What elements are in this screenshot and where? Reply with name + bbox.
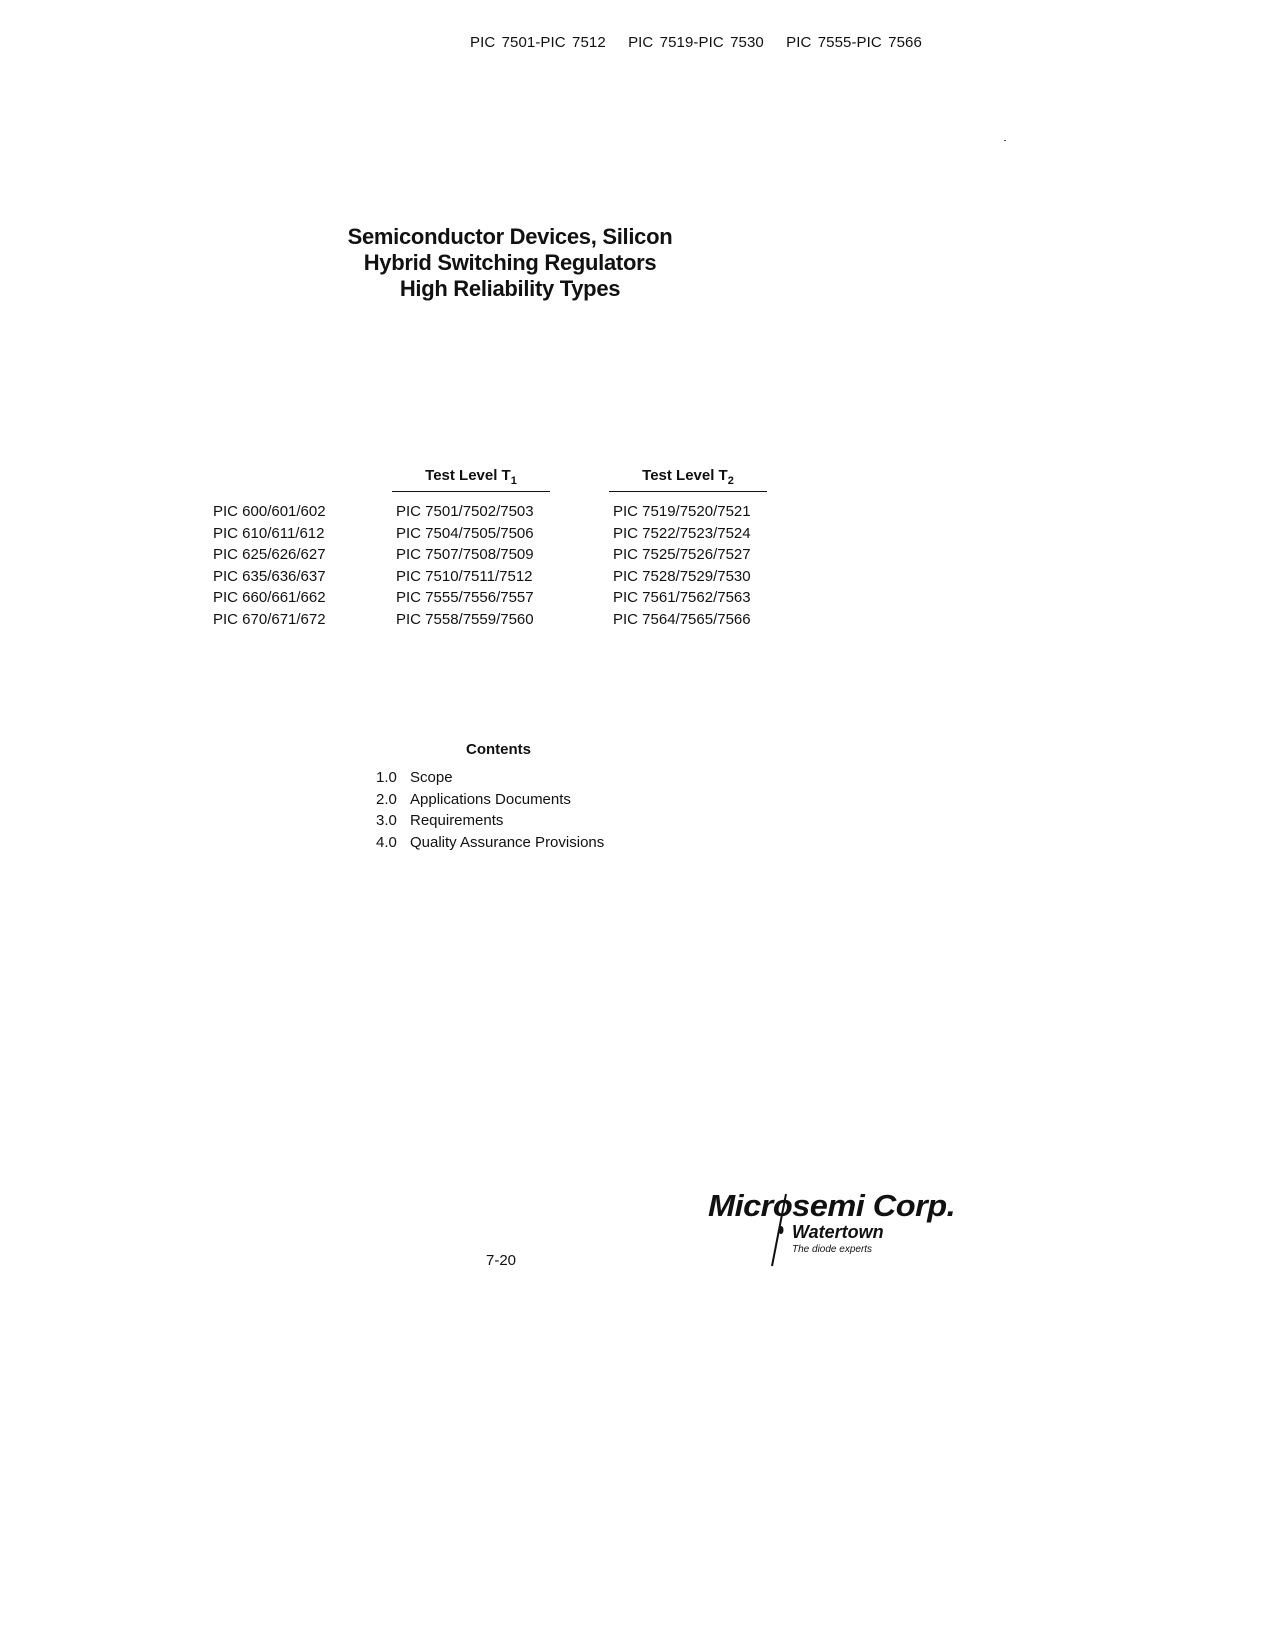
scan-speck	[1004, 140, 1006, 141]
title-line: Hybrid Switching Regulators	[363, 250, 657, 275]
header-range: PIC 7519-PIC 7530	[628, 34, 764, 51]
level-2-parts-column	[613, 501, 751, 631]
part-number: PIC 610/611/612	[213, 524, 325, 542]
part-number: PIC 7519/7520/7521	[613, 503, 751, 520]
title-line: High Reliability Types	[399, 276, 621, 301]
section-title: Scope	[410, 769, 453, 786]
header-range: PIC 7555-PIC 7566	[786, 34, 922, 51]
test-level-2-heading	[609, 467, 767, 487]
section-number: 2.0	[376, 790, 397, 808]
part-number: PIC 7504/7505/7506	[396, 524, 534, 542]
section-title: Requirements	[410, 812, 504, 830]
page-number: 7-20	[486, 1252, 517, 1269]
test-level-1-heading	[392, 467, 550, 487]
part-number: PIC 7525/7526/7527	[613, 546, 751, 564]
base-parts-column	[213, 501, 326, 631]
page-header	[470, 34, 938, 51]
part-number: PIC 7522/7523/7524	[613, 524, 751, 542]
part-number: PIC 7555/7556/7557	[396, 589, 534, 607]
part-number: PIC 670/671/672	[213, 610, 326, 628]
section-number: 4.0	[376, 833, 397, 851]
part-number: PIC 635/636/637	[213, 567, 326, 585]
logo-tagline: The diode experts	[792, 1244, 873, 1255]
contents-item	[376, 789, 604, 811]
part-number: PIC 7501/7502/7503	[396, 503, 534, 520]
contents-item	[376, 767, 604, 789]
contents-heading: Contents	[466, 741, 531, 758]
title-line: Semiconductor Devices, Silicon	[347, 224, 673, 249]
test-level-subscript: 2	[727, 475, 734, 487]
heading-rule	[392, 491, 550, 492]
section-title: Quality Assurance Provisions	[410, 833, 605, 851]
part-number: PIC 625/626/627	[213, 546, 326, 564]
section-number: 3.0	[376, 812, 397, 830]
contents-list	[376, 767, 604, 853]
logo-location: Watertown	[792, 1222, 884, 1242]
logo-name: Microsemi Corp.	[708, 1188, 956, 1223]
part-number: PIC 660/661/662	[213, 589, 326, 607]
part-number: PIC 7510/7511/7512	[396, 567, 533, 585]
part-number: PIC 7561/7562/7563	[613, 589, 751, 607]
section-title: Applications Documents	[410, 790, 571, 808]
part-number: PIC 7507/7508/7509	[396, 546, 534, 564]
document-title	[290, 224, 730, 302]
test-level-label: Test Level T	[642, 467, 728, 484]
heading-rule	[609, 491, 767, 492]
test-level-label: Test Level T	[425, 467, 511, 484]
header-range: PIC 7501-PIC 7512	[470, 34, 606, 51]
part-number: PIC 7558/7559/7560	[396, 610, 534, 628]
contents-item	[376, 832, 604, 854]
level-1-parts-column	[396, 501, 534, 631]
contents-item	[376, 810, 604, 832]
part-number: PIC 600/601/602	[213, 503, 326, 520]
part-number: PIC 7528/7529/7530	[613, 567, 751, 585]
part-number: PIC 7564/7565/7566	[613, 610, 751, 628]
section-number: 1.0	[376, 769, 397, 786]
test-level-subscript: 1	[510, 475, 517, 487]
microsemi-logo	[700, 1188, 960, 1268]
